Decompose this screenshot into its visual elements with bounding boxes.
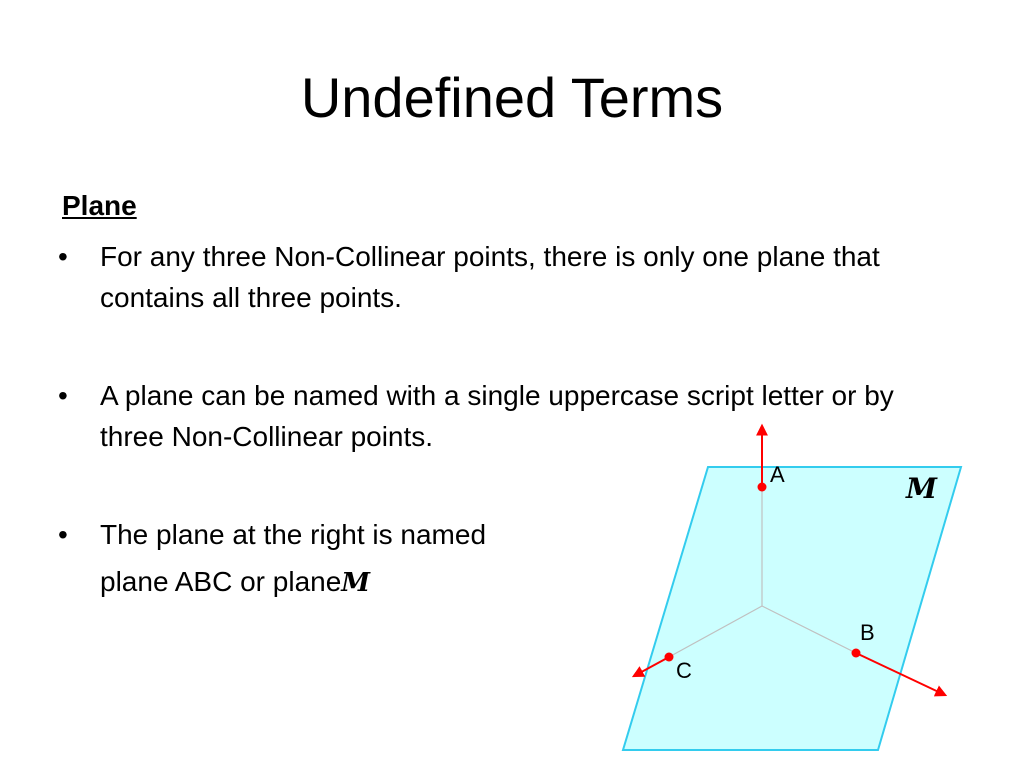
point-label-c: C: [676, 658, 692, 683]
bullet-dot: •: [58, 241, 68, 272]
point-c: [665, 653, 674, 662]
point-label-a: A: [770, 462, 785, 487]
point-b: [852, 649, 861, 658]
script-plane-letter: M: [341, 568, 371, 598]
point-a: [758, 483, 767, 492]
bullet-text: For any three Non-Collinear points, there is only one plane that contains all three points.: [100, 241, 880, 313]
bullet-dot: •: [58, 519, 68, 550]
section-heading: Plane: [62, 190, 137, 221]
point-label-b: B: [860, 620, 875, 645]
bullet-text-fragment: plane ABC or plane: [100, 566, 342, 597]
bullet-text: A plane can be named with a single uppercase script letter or by three Non-Collinear points.: [100, 380, 894, 452]
plane-shape: [623, 467, 961, 750]
slide-title: Undefined Terms: [300, 66, 724, 129]
bullet-dot: •: [58, 380, 68, 411]
plane-label: M: [906, 472, 937, 505]
bullet-text-line: The plane at the right is named: [100, 519, 487, 550]
